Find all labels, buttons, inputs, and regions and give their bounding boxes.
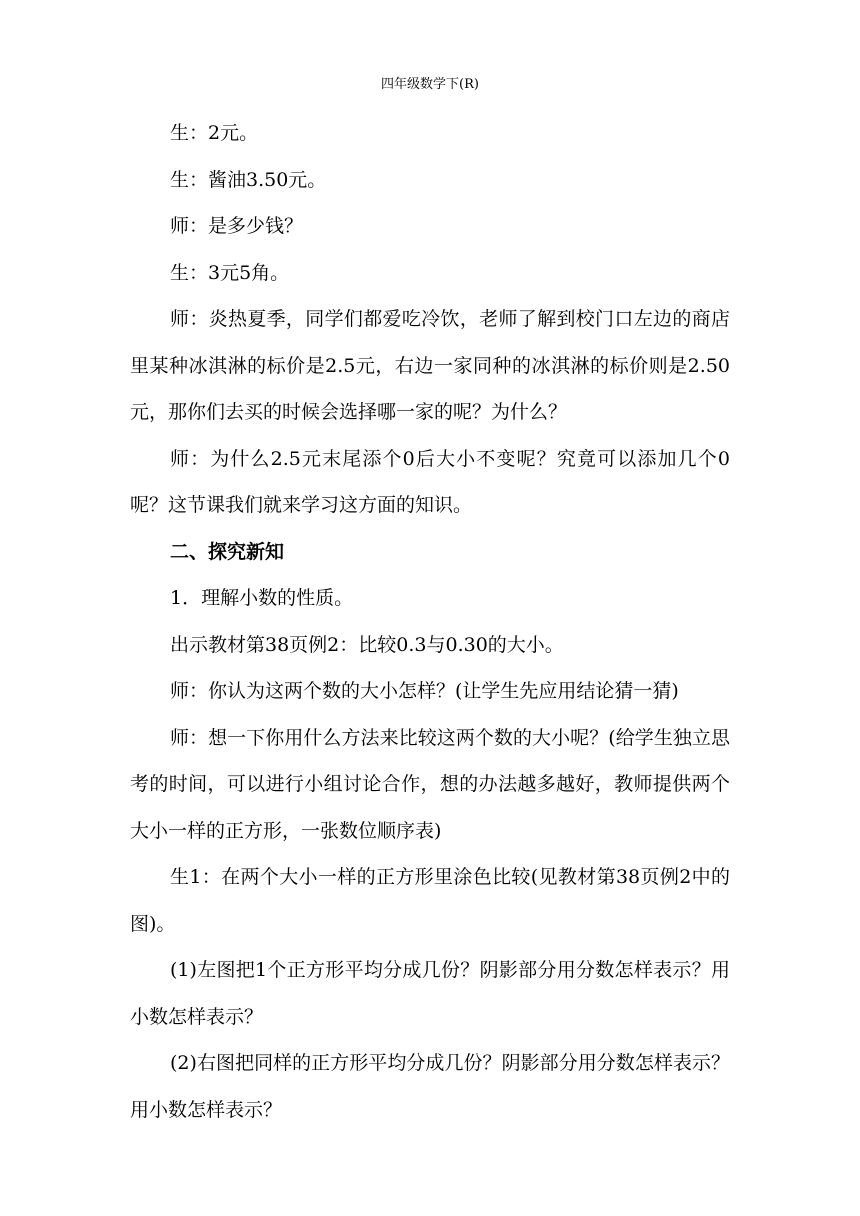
paragraph: 生：酱油3.50元。 [170,168,327,191]
paragraph: (1)左图把1个正方形平均分成几份？阴影部分用分数怎样表示？用小数怎样表示？ [130,959,730,1028]
paragraph: 1．理解小数的性质。 [170,587,354,609]
paragraph: (2)右图把同样的正方形平均分成几份？阴影部分用分数怎样表示？用小数怎样表示？ [130,1052,730,1121]
paragraph: 师：为什么2.5元末尾添个0后大小不变呢？究竟可以添加几个0呢？这节课我们就来学习这方面的知识。 [130,447,730,516]
page-header: 四年级数学下(R) [381,77,479,92]
paragraph: 生：3元5角。 [170,261,290,284]
section-heading: 二、探究新知 [170,540,285,563]
paragraph: 师：炎热夏季，同学们都爱吃冷饮，老师了解到校门口左边的商店里某种冰淇淋的标价是2.5元，右边一家同种的冰淇淋的标价则是2.50元，那你们去买的时候会选择哪一家的呢？为什么？ [130,308,730,423]
paragraph: 生：2元。 [170,122,259,144]
paragraph: 师：想一下你用什么方法来比较这两个数的大小呢？(给学生独立思考的时间，可以进行小组讨论合作，想的办法越多越好，教师提供两个大小一样的正方形，一张数位顺序表) [130,726,730,842]
paragraph: 生1：在两个大小一样的正方形里涂色比较(见教材第38页例2中的图)。 [130,866,730,935]
document-body [130,110,730,1133]
paragraph: 师：你认为这两个数的大小怎样？(让学生先应用结论猜一猜) [170,680,679,702]
paragraph: 师：是多少钱？ [170,215,304,237]
paragraph: 出示教材第38页例2：比较0.3与0.30的大小。 [170,633,564,656]
